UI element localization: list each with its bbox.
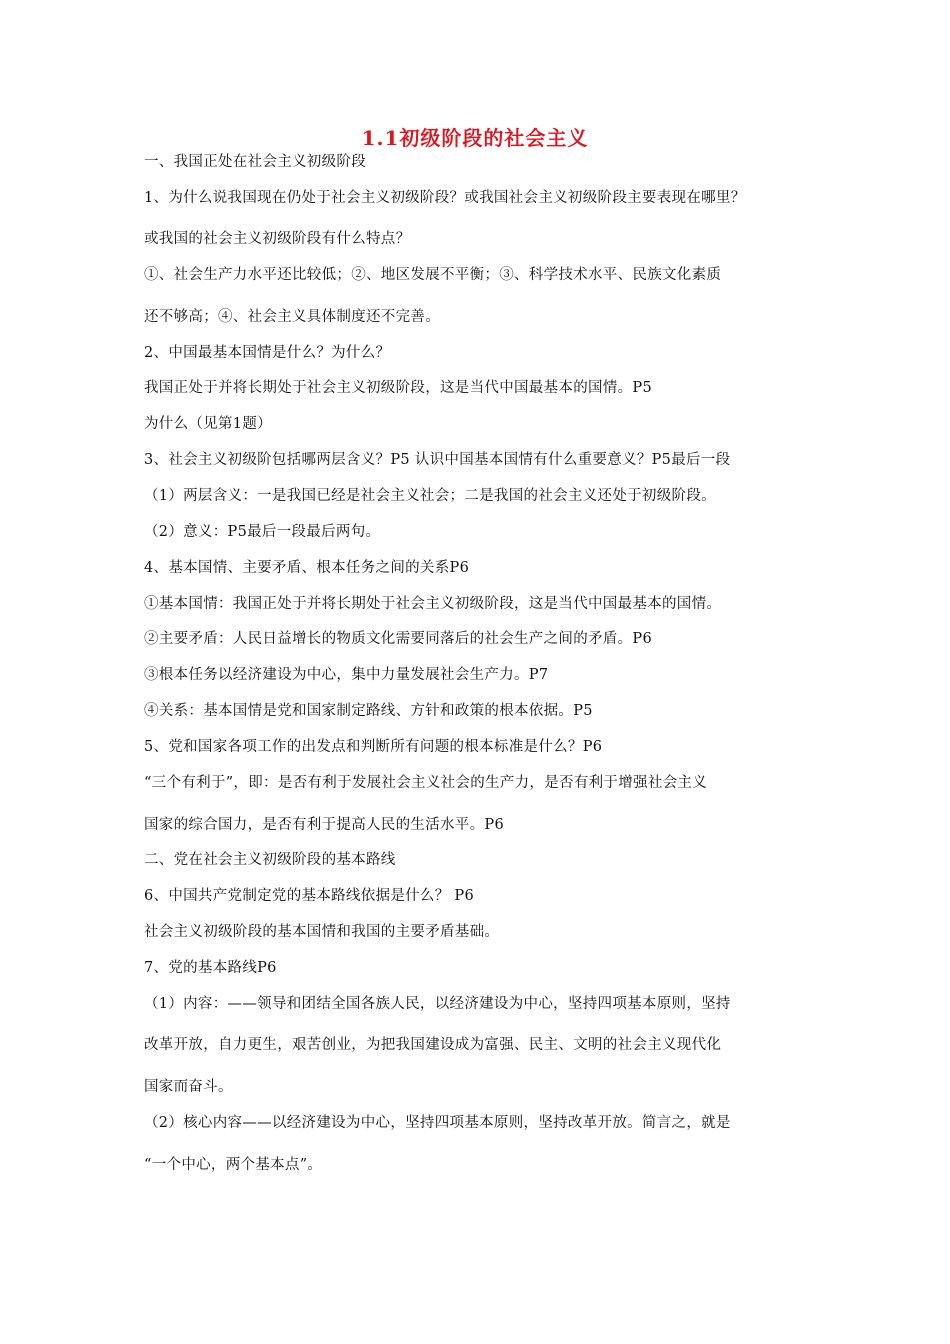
answer-line: （1）两层含义：一是我国已经是社会主义社会；二是我国的社会主义还处于初级阶段。 — [144, 488, 716, 504]
answer-line: （2）意义：P5最后一段最后两句。 — [144, 524, 381, 540]
question-line: 2、中国最基本国情是什么？为什么？ — [144, 345, 391, 361]
question-line: 5、党和国家各项工作的出发点和判断所有问题的根本标准是什么？P6 — [144, 739, 603, 755]
document-title: 1.1初级阶段的社会主义 — [361, 126, 589, 150]
answer-line: ①、社会生产力水平还比较低；②、地区发展不平衡；③、科学技术水平、民族文化素质 — [144, 267, 722, 283]
question-line: 1、为什么说我国现在仍处于社会主义初级阶段？或我国社会主义初级阶段主要表现在哪里？ — [144, 190, 746, 206]
answer-line: ③根本任务以经济建设为中心，集中力量发展社会生产力。P7 — [144, 667, 549, 683]
answer-line: 改革开放，自力更生，艰苦创业，为把我国建设成为富强、民主、文明的社会主义现代化 — [144, 1037, 722, 1053]
answer-line: 还不够高；④、社会主义具体制度还不完善。 — [144, 309, 440, 325]
answer-line: ④关系：基本国情是党和国家制定路线、方针和政策的根本依据。P5 — [144, 703, 593, 719]
question-line: 3、社会主义初级阶包括哪两层含义？P5 认识中国基本国情有什么重要意义？P5最后一段 — [144, 452, 731, 468]
answer-line: 我国正处于并将长期处于社会主义初级阶段，这是当代中国最基本的国情。P5 — [144, 380, 652, 396]
answer-line: 社会主义初级阶段的基本国情和我国的主要矛盾基础。 — [144, 924, 500, 940]
answer-line: 国家而奋斗。 — [144, 1079, 233, 1095]
answer-line: ①基本国情：我国正处于并将长期处于社会主义初级阶段，这是当代中国最基本的国情。 — [144, 596, 722, 612]
answer-line: “三个有利于”，即：是否有利于发展社会主义社会的生产力，是否有利于增强社会主义 — [144, 775, 708, 791]
answer-line: 国家的综合国力，是否有利于提高人民的生活水平。P6 — [144, 817, 504, 833]
question-line: 4、基本国情、主要矛盾、根本任务之间的关系P6 — [144, 560, 470, 576]
question-line: 6、中国共产党制定党的基本路线依据是什么？ P6 — [144, 888, 475, 904]
section-heading: 一、我国正处在社会主义初级阶段 — [144, 154, 366, 170]
answer-line: 为什么（见第1题） — [144, 416, 272, 432]
answer-line: （1）内容：——领导和团结全国各族人民，以经济建设为中心，坚持四项基本原则，坚持 — [144, 996, 731, 1012]
answer-line: “一个中心，两个基本点”。 — [144, 1157, 323, 1173]
question-line: 或我国的社会主义初级阶段有什么特点？ — [144, 231, 411, 247]
answer-line: （2）核心内容——以经济建设为中心，坚持四项基本原则，坚持改革开放。简言之，就是 — [144, 1115, 731, 1131]
answer-line: ②主要矛盾：人民日益增长的物质文化需要同落后的社会生产之间的矛盾。P6 — [144, 631, 652, 647]
question-line: 7、党的基本路线P6 — [144, 960, 277, 976]
section-heading: 二、党在社会主义初级阶段的基本路线 — [144, 852, 396, 868]
